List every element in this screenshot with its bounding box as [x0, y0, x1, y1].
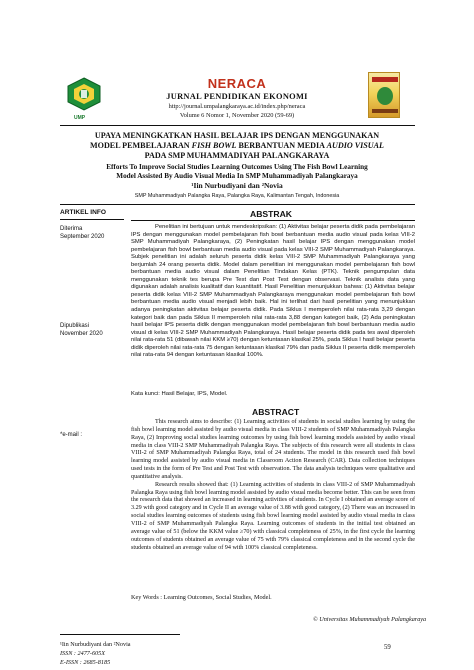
journal-volume: Volume 6 Nomor 1, November 2020 (59-69)	[179, 112, 295, 119]
copyright-notice: © Universitas Muhammadiyah Palangkaraya	[313, 616, 427, 623]
abstract-body	[131, 419, 415, 552]
footnote-divider	[60, 634, 180, 635]
abstract-paragraph-2: Research results showed that: (1) Learning activities of students in class VIII-2 of SMP Muhammadiyah Palangka Raya using fish bowl learning model assisted by audio visual media become better. This can be seen from the research data that showed an increased in learning activities of students. In Cycle I obtained an average score of 3.29 with good category and in Cycle II an average value of 3.88 with good category, (2) There was an increased in social studies learning outcomes of students using fish bowl learning model assisted by audio visual media in class VIII-2 of SMP Muhammadiyah Palangka Raya. Learning outcomes of students in the initial test obtained an average value of 51 (below the KKM value ≥70) with classical completeness of 25%, in the first cycle the learning outcomes of students obtained an average value of 75 with 79% classical completeness and in the second cycle the students obtained an average value of 94 with 100% classical completeness.	[131, 481, 415, 551]
email-label: *e-mail :	[60, 432, 83, 438]
received-label: Diterima September 2020	[60, 226, 105, 241]
abstrak-heading: ABSTRAK	[250, 209, 293, 219]
page-number: 59	[384, 644, 391, 651]
eissn: E-ISSN : 2685-8185	[60, 659, 111, 666]
abstract-heading: ABSTRACT	[252, 407, 300, 417]
authors: ¹Iin Nurbudiyani dan ²Novia	[191, 181, 283, 190]
artikel-info-divider	[60, 219, 124, 220]
journal-url[interactable]: http://journal.umpalangkaraya.ac.id/index.php/neraca	[168, 103, 306, 110]
abstrak-keywords: Kata kunci: Hasil Belajar, IPS, Model.	[131, 391, 228, 397]
affiliation: SMP Muhammadiyah Palangka Raya, Palangka Raya, Kalimantan Tengah, Indonesia	[134, 193, 340, 199]
abstrak-paragraph: Penelitian ini bertujuan untuk mendeskripsikan: (1) Aktivitas belajar peserta didik pada pembelajaran IPS dengan menggunakan model pembelajaran fish bowl berbantuan media audio visual pada kelas VIII-2 SMP Muhammadiyah Palangkaraya, (2) Peningkatan hasil belajar IPS dengan menggunakan model pembelajaran fish bowl berbantuan media audio visual pada kelas VIII-2 SMP Muhammadiyah Palangkaraya. Subjek penelitian ini adalah seluruh peserta didik kelas VIII-2 SMP Muhammadiyah Palangkaraya yang berjumlah 24 orang peserta didik. Model dalam penelitian ini menggunakan model pembelajaran fish bowl berbantuan media audio visual dalam Penelitian Tindakan Kelas (PTK). Teknik pengumpulan data menggunakan teknik tes berupa Pre Test dan Post Test dengan observasi. Teknik analisis data yang digunakan adalah analisis kualitatif dan kuantitatif. Hasil Penelitian menunjukkan bahwa: (1) Aktivitas belajar peserta didik kelas VIII-2 SMP Muhammadiyah Palangkaraya menggunakan model pembelajaran fish bowl berbantuan media audio visual menjadi lebih baik. Hal ini terlihat dari hasil penelitian yang menunjukkan adanya peningkatan aktivitas belajar peserta didik. Pada Siklus I memperoleh nilai rata-rata 3,29 dengan kategori baik dan pada Siklus II memperoleh nilai rata-rata 3,88 dengan kategori baik, (2) Ada peningkatan hasil belajar IPS peserta didik dengan menggunakan model pembelajaran fish bowl berbantuan media audio visual di kelas VIII-2 SMP Muhammadiyah Palangkaraya. Hasil belajar peserta didik pada tes awal diperoleh nilai rata-rata 51 (dibawah nilai KKM ≥70) dengan ketuntasan klasikal 25%, pada Siklus I hasil belajar peserta didik diperoleh nilai rata-rata 75 dengan ketuntasan klasikal 79% dan pada Siklus II peserta didik memperoleh nilai rata-rata 94 dengan ketuntasan klasikal 100%.	[131, 224, 415, 359]
footnote-authors: ¹Iin Nurbudiyani dan ²Novia	[60, 641, 131, 648]
abstrak-body	[131, 224, 415, 360]
issn: ISSN : 2477-605X	[60, 650, 106, 657]
journal-cover-image	[368, 72, 400, 118]
abstrak-divider	[131, 220, 415, 221]
header-divider	[60, 125, 415, 126]
abstract-keywords: Key Words : Learning Outcomes, Social Studies, Model.	[131, 594, 272, 601]
journal-subtitle: JURNAL PENDIDIKAN EKONOMI	[166, 92, 308, 101]
published-label: Dipublikasi November 2020	[60, 323, 103, 338]
abstract-paragraph-1: This research aims to describe: (1) Learning activities of students in social studies learning by using the fish bowl learning model assisted by audio visual media in class VIII-2 students of SMP Muhammadiyah Palangka Raya, (2) Improving social studies learning outcomes by using fish bowl learning models assisted by audio visual media in class VIII-2 SMP Muhammadiyah Palangka Raya. The subjects of this research were all students in class VIII-2 of SMP Muhammadiyah Palangka Raya, total of 24 students. The model in this research used fish bowl learning model assisted by audio visual media in Classroom Action Research (CAR). Data collection techniques used tests in the form of Pre Test and Post Test with observation. The data analysis techniques were qualitative and quantitative analysis.	[131, 419, 415, 480]
logo-label: UMP	[74, 115, 86, 121]
artikel-info-heading: ARTIKEL INFO	[60, 209, 107, 216]
article-title-indonesian: UPAYA MENINGKATKAN HASIL BELAJAR IPS DENGAN MENGGUNAKAN MODEL PEMBELAJARAN FISH BOWL BERBANTUAN MEDIA AUDIO VISUAL PADA SMP MUHAMMADIYAH PALANGKARAYA	[90, 131, 384, 160]
article-title-english: Efforts To Improve Social Studies Learning Outcomes Using The Fish Bowl Learning Model Assisted By Audio Visual Media In SMP Muhammadiyah Palangkaraya	[106, 163, 368, 180]
title-divider	[60, 204, 415, 205]
journal-name: NERACA	[207, 76, 267, 91]
